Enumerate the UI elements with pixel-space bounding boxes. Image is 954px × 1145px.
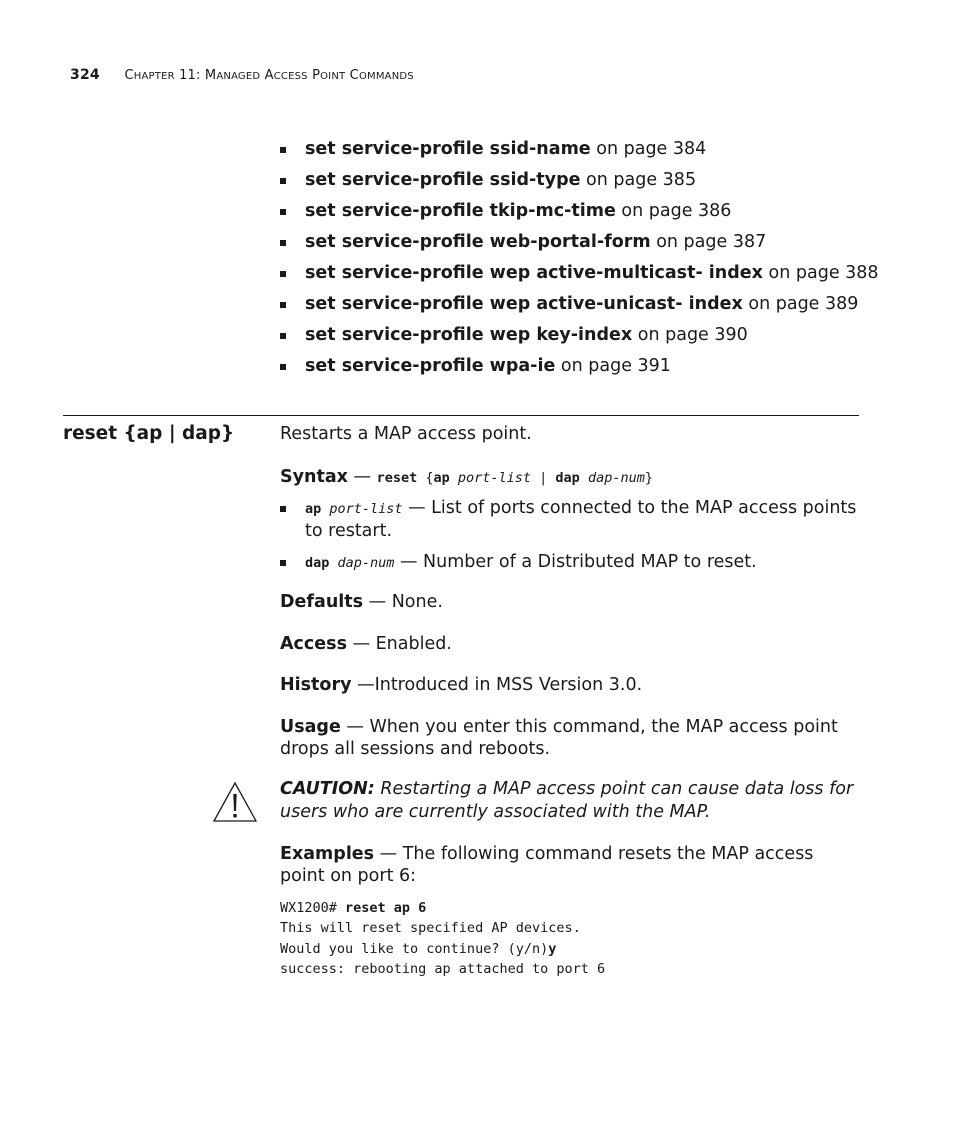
code-output-line: This will reset specified AP devices. [280, 920, 581, 937]
caution-text: Restarting a MAP access point can cause data loss for users who are currently associated with the MAP. [280, 779, 854, 822]
defaults-text: — None. [363, 592, 443, 612]
page-reference: on page 388 [762, 263, 879, 283]
code-output-line: success: rebooting ap attached to port 6 [280, 960, 606, 977]
syntax-pipe: | [531, 470, 556, 486]
parameter-keyword: ap [305, 501, 322, 517]
parameter-arg: port-list [321, 501, 403, 517]
syntax-reset: reset [376, 470, 418, 486]
page-reference: on page 389 [742, 294, 859, 314]
parameter-list [280, 497, 860, 574]
examples-paragraph [280, 843, 860, 887]
parameter-description: — Number of a Distributed MAP to reset. [394, 552, 757, 572]
command-heading: reset {ap | dap} [63, 423, 235, 444]
parameter-keyword: dap [305, 555, 330, 571]
bullet-icon [280, 240, 286, 246]
chapter-title-small: OMMANDS [358, 71, 414, 82]
chapter-title-cap: C [124, 68, 134, 83]
usage-paragraph [280, 716, 860, 760]
caution-note [280, 778, 860, 824]
command-link[interactable]: set service-profile ssid-type [305, 170, 581, 190]
usage-label: Usage [280, 717, 341, 737]
defaults-label: Defaults [280, 592, 364, 612]
see-also-item [280, 324, 879, 355]
page-reference: on page 391 [555, 356, 671, 376]
see-also-item [280, 231, 879, 262]
parameter-arg: dap-num [329, 555, 395, 571]
syntax-label: Syntax [280, 467, 348, 487]
bullet-icon [280, 209, 286, 215]
command-link[interactable]: set service-profile wep active-unicast- index [305, 294, 743, 314]
chapter-title-small: OINT [320, 71, 346, 82]
syntax-dap: dap [555, 470, 580, 486]
history-text: —Introduced in MSS Version 3.0. [351, 675, 643, 695]
page-reference: on page 385 [580, 170, 697, 190]
syntax-ap: ap [433, 470, 450, 486]
page-reference: on page 384 [590, 139, 707, 159]
access-text: — Enabled. [347, 634, 452, 654]
caution-label: CAUTION: [280, 779, 375, 799]
syntax-port-list: port-list [449, 470, 532, 486]
examples-text: — The following command resets the MAP access point on port 6: [280, 844, 814, 886]
chapter-title-small: ANAGED [216, 71, 261, 82]
page-reference: on page 390 [632, 325, 748, 345]
command-description: Restarts a MAP access point. [280, 424, 532, 444]
usage-text: — When you enter this command, the MAP access point drops all sessions and reboots. [280, 717, 838, 759]
command-link[interactable]: set service-profile web-portal-form [305, 232, 651, 252]
bullet-icon [280, 333, 286, 339]
code-example [280, 898, 605, 979]
see-also-item [280, 169, 879, 200]
see-also-list [280, 138, 879, 386]
chapter-title [124, 68, 413, 83]
caution-icon [212, 781, 258, 823]
parameter-description: — List of ports connected to the MAP access points to restart. [305, 498, 857, 541]
chapter-title-small: HAPTER [133, 71, 175, 82]
history-label: History [280, 675, 352, 695]
access-paragraph [280, 633, 860, 655]
command-link[interactable]: set service-profile wep active-multicast- index [305, 263, 763, 283]
code-answer: y [548, 940, 557, 957]
history-paragraph [280, 674, 860, 696]
chapter-title-cap: C [345, 68, 359, 83]
running-header [70, 67, 414, 83]
syntax-close-brace: } [644, 470, 653, 486]
see-also-item [280, 262, 879, 293]
code-command: reset ap 6 [345, 900, 427, 916]
command-link[interactable]: set service-profile wep key-index [305, 325, 633, 345]
parameter-item [280, 497, 860, 542]
chapter-title-cap: A [260, 68, 274, 83]
access-label: Access [280, 634, 347, 654]
syntax-dash: — [347, 467, 377, 487]
section-divider [63, 415, 859, 416]
bullet-icon [280, 302, 286, 308]
chapter-title-cap: 11: M [174, 68, 217, 83]
parameter-item [280, 551, 860, 574]
syntax-dap-num: dap-num [579, 470, 645, 486]
bullet-icon [280, 560, 286, 566]
code-prompt: WX1200# [280, 900, 346, 916]
bullet-icon [280, 506, 286, 512]
page-number: 324 [70, 67, 100, 83]
page-reference: on page 387 [650, 232, 767, 252]
command-link[interactable]: set service-profile ssid-name [305, 139, 591, 159]
bullet-icon [280, 364, 286, 370]
chapter-title-small: CCESS [273, 71, 308, 82]
page-reference: on page 386 [615, 201, 732, 221]
examples-label: Examples [280, 844, 375, 864]
see-also-item [280, 200, 879, 231]
bullet-icon [280, 147, 286, 153]
bullet-icon [280, 271, 286, 277]
code-output-line: Would you like to continue? (y/n) [280, 940, 549, 957]
see-also-item [280, 138, 879, 169]
command-link[interactable]: set service-profile tkip-mc-time [305, 201, 616, 221]
see-also-item [280, 355, 879, 386]
bullet-icon [280, 178, 286, 184]
chapter-title-cap: P [307, 68, 321, 83]
syntax-open-brace: { [417, 470, 434, 486]
command-link[interactable]: set service-profile wpa-ie [305, 356, 556, 376]
defaults-paragraph [280, 591, 860, 613]
see-also-item [280, 293, 879, 324]
syntax-line [280, 466, 860, 489]
